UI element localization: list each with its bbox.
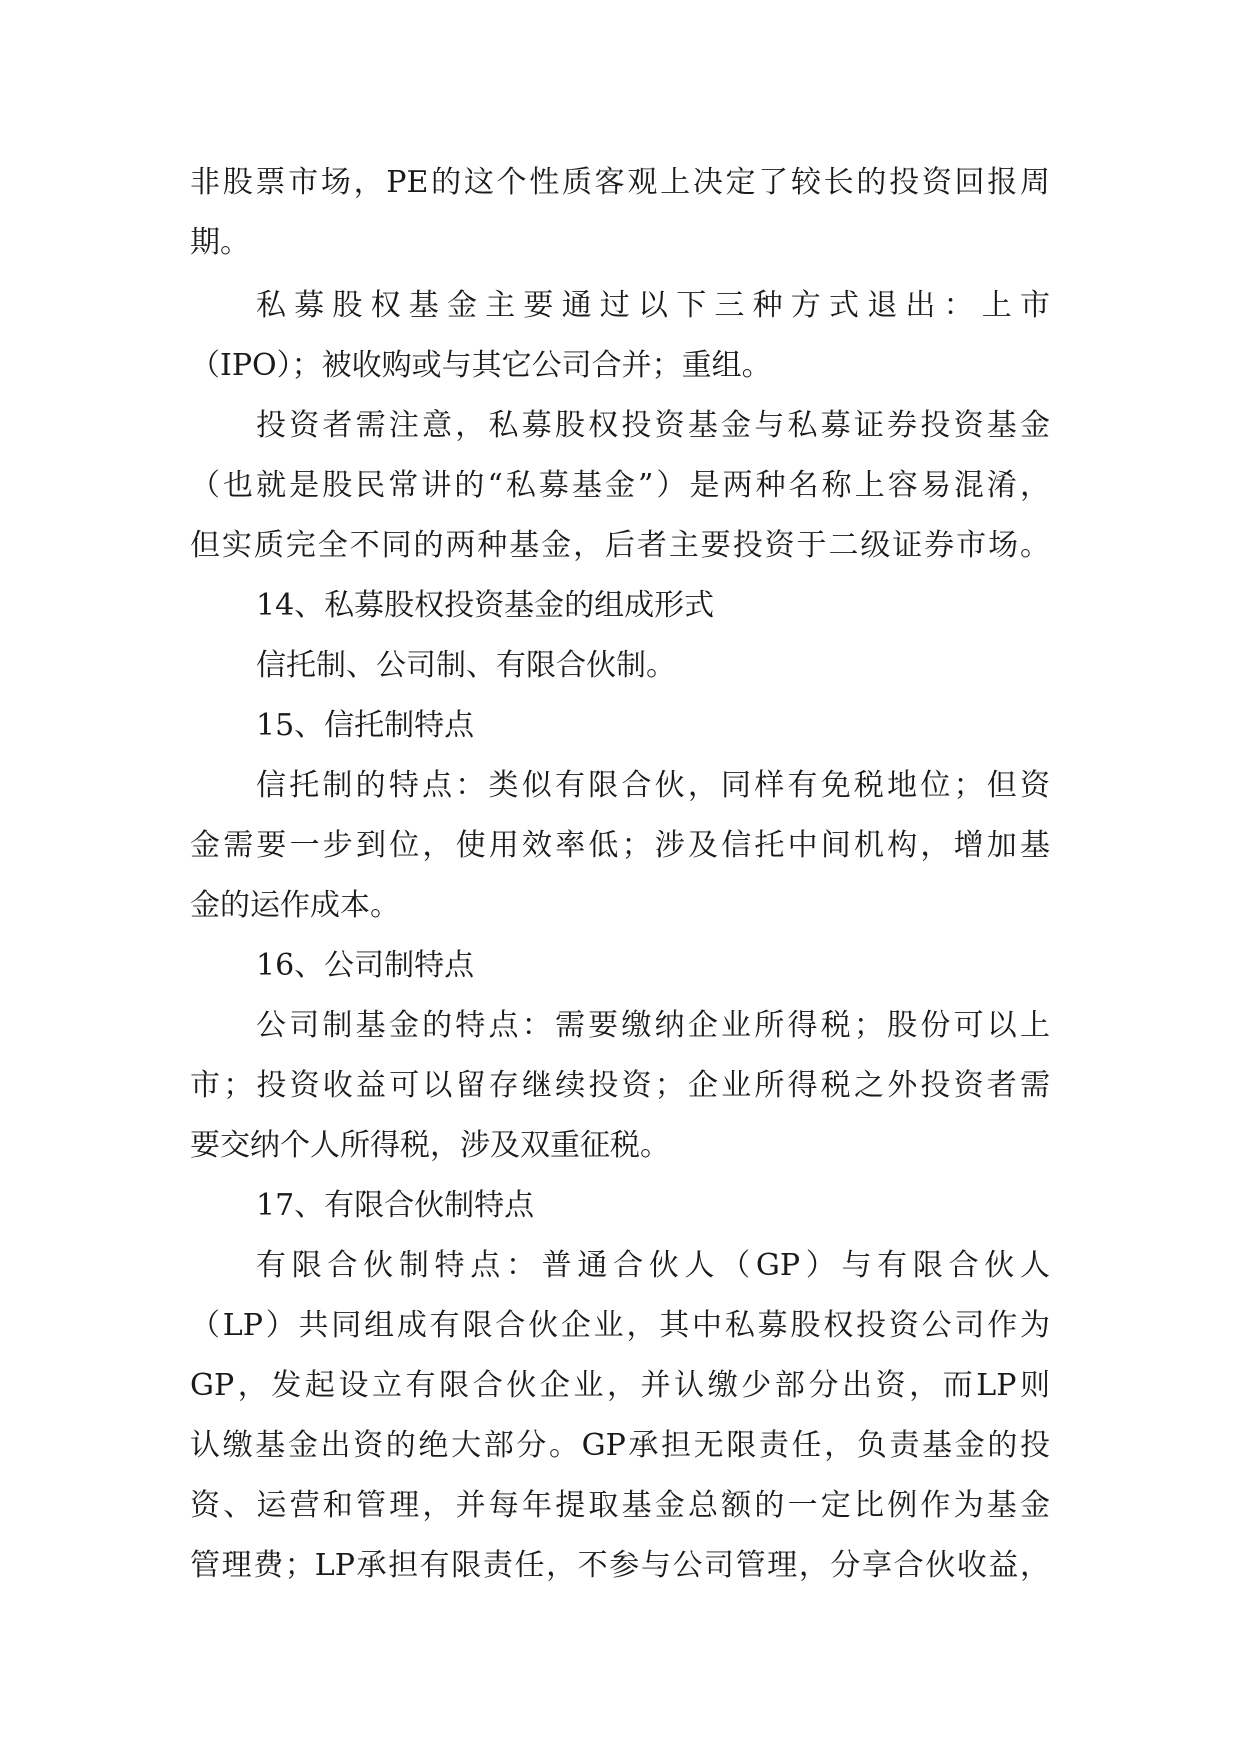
- text-line: 有限合伙制特点：普通合伙人（GP）与有限合伙人: [256, 1248, 1050, 1283]
- section-heading: 15、信托制特点: [256, 708, 475, 743]
- text-line: 资、运营和管理，并每年提取基金总额的一定比例作为基金: [190, 1488, 1050, 1523]
- section-heading: 17、有限合伙制特点: [256, 1188, 535, 1223]
- text-line: GP，发起设立有限合伙企业，并认缴少部分出资，而LP则: [190, 1368, 1050, 1403]
- text-line: 信托制的特点：类似有限合伙，同样有免税地位；但资: [256, 768, 1050, 803]
- text-line: 金的运作成本。: [190, 888, 400, 923]
- text-line: 但实质完全不同的两种基金，后者主要投资于二级证券市场。: [190, 528, 1050, 563]
- text-line: （也就是股民常讲的“私募基金”）是两种名称上容易混淆，: [190, 468, 1050, 503]
- section-heading: 14、私募股权投资基金的组成形式: [256, 588, 715, 623]
- text-line: 市；投资收益可以留存继续投资；企业所得税之外投资者需: [190, 1068, 1050, 1103]
- text-line: （LP）共同组成有限合伙企业，其中私募股权投资公司作为: [190, 1308, 1050, 1343]
- text-line: 非股票市场，PE的这个性质客观上决定了较长的投资回报周: [190, 165, 1050, 200]
- text-line: 投资者需注意，私募股权投资基金与私募证券投资基金: [256, 408, 1050, 443]
- text-line: 公司制基金的特点：需要缴纳企业所得税；股份可以上: [256, 1008, 1050, 1043]
- text-line: 金需要一步到位，使用效率低；涉及信托中间机构，增加基: [190, 828, 1050, 863]
- text-line: 期。: [190, 225, 250, 260]
- text-line: 要交纳个人所得税，涉及双重征税。: [190, 1128, 670, 1163]
- section-heading: 16、公司制特点: [256, 948, 475, 983]
- text-line: （IPO）；被收购或与其它公司合并；重组。: [190, 348, 772, 383]
- text-line: 私募股权基金主要通过以下三种方式退出：上市: [256, 288, 1050, 323]
- text-line: 认缴基金出资的绝大部分。GP承担无限责任，负责基金的投: [190, 1428, 1050, 1463]
- text-line: 信托制、公司制、有限合伙制。: [256, 648, 676, 683]
- text-line: 管理费；LP承担有限责任，不参与公司管理，分享合伙收益，: [190, 1548, 1050, 1583]
